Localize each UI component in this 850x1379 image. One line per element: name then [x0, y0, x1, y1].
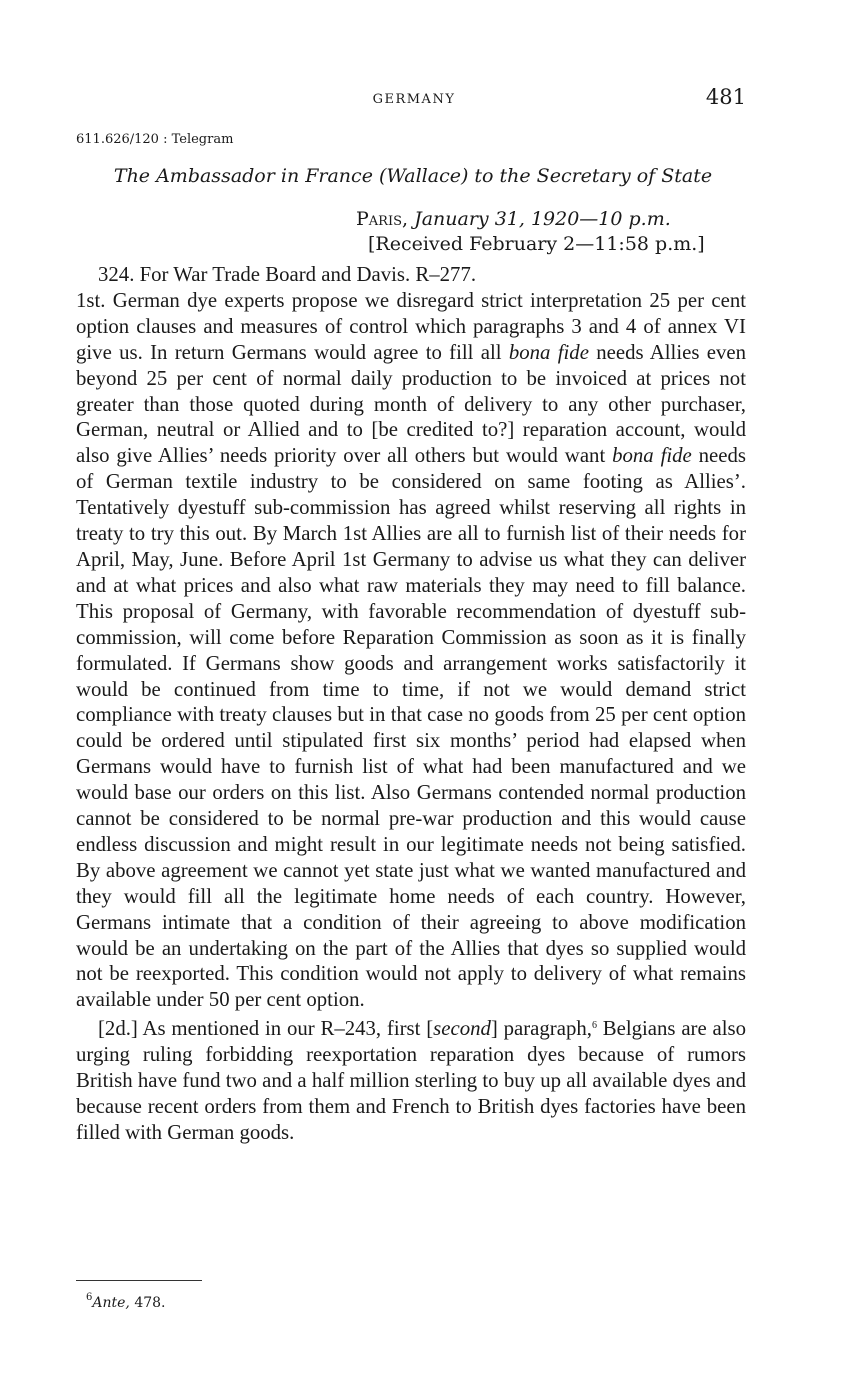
paragraph-text: [2d.] As mentioned in our R–243, first [ [98, 1017, 434, 1041]
footnote-italic: Ante, [92, 1295, 130, 1311]
paragraph-reference: 324. For War Trade Board and Davis. R–277. [98, 263, 477, 286]
footnote [86, 1292, 166, 1311]
dateline-place: Paris, [356, 208, 409, 230]
page-number: 481 [705, 85, 746, 109]
paragraph-text: 1st. German dye experts propose we disregard strict interpretation 25 per cent option clauses and measures of control which paragraphs 3 and 4 of annex VI give us. In return Germans would agree to fill all [76, 288, 746, 364]
paragraph-text: Belgians are also urging ruling forbidding reexportation reparation dyes because of rumors British have fund two and a half million sterling to buy up all available dyes and because recent orders from them and French to British dyes factories have been filled with German goods. [76, 1017, 746, 1144]
paragraph-text: ] paragraph, [490, 1017, 592, 1041]
footnote-text: 478. [129, 1295, 166, 1311]
dateline [356, 208, 671, 230]
italic-phrase: bona fide [508, 340, 589, 364]
paragraph-first [76, 288, 746, 1013]
footnote-mark: 6 [86, 1292, 93, 1303]
footnote-rule [76, 1280, 202, 1281]
running-head-title: GERMANY [372, 92, 456, 107]
telegram-body [76, 262, 746, 1146]
document-heading: The Ambassador in France (Wallace) to the Secretary of State [113, 165, 713, 187]
paragraph-second [76, 1013, 746, 1146]
paragraph-text: needs Allies even beyond 25 per cent of normal daily production to be invoiced at prices not greater than those quoted during month of delivery to any other purchaser, German, neutral or Allied and to [be credited to?] reparation account, would also give Allies’ needs priority over all others but would want [76, 340, 746, 468]
italic-phrase: second [433, 1017, 491, 1041]
received-line: [Received February 2—11:58 p.m.] [368, 233, 705, 255]
file-reference: 611.626/120 : Telegram [76, 132, 234, 147]
italic-phrase: bona fide [612, 444, 692, 468]
paragraph-text: needs of German textile industry to be considered on same footing as Allies’. Tentatively dyestuff sub-commission has agreed whilst reserving all rights in treaty to try this out. By March 1st Allies are all to furnish list of their needs for April, May, June. Before April 1st Germany to advise us what they can deliver and at what prices and also what raw materials they may need to fill balance. This proposal of Germany, with favorable recommendation of dyestuff sub-commission, will come before Reparation Commission as soon as it is finally formulated. If Germans show goods and arrangement works satisfactorily it would be continued from time to time, if not we would demand strict compliance with treaty clauses but in that case no goods from 25 per cent option could be ordered until stipulated first six months’ period had elapsed when Germans would have to furnish list of what had been manufactured and we would base our orders on this list. Also Germans contended normal production cannot be considered to be normal pre-war production and this would cause endless discussion and might result in our legitimate needs not being satisfied. By above agreement we cannot yet state just what we wanted manufactured and they would fill all the legitimate home needs of each country. However, Germans intimate that a condition of their agreeing to above modification would be an undertaking on the part of the Allies that dyes so supplied would not be reexported. This condition would not apply to delivery of what remains available under 50 per cent option. [76, 444, 746, 1012]
footnote-marker: 6 [591, 1020, 597, 1032]
dateline-date: January 31, 1920—10 p.m. [414, 208, 671, 230]
